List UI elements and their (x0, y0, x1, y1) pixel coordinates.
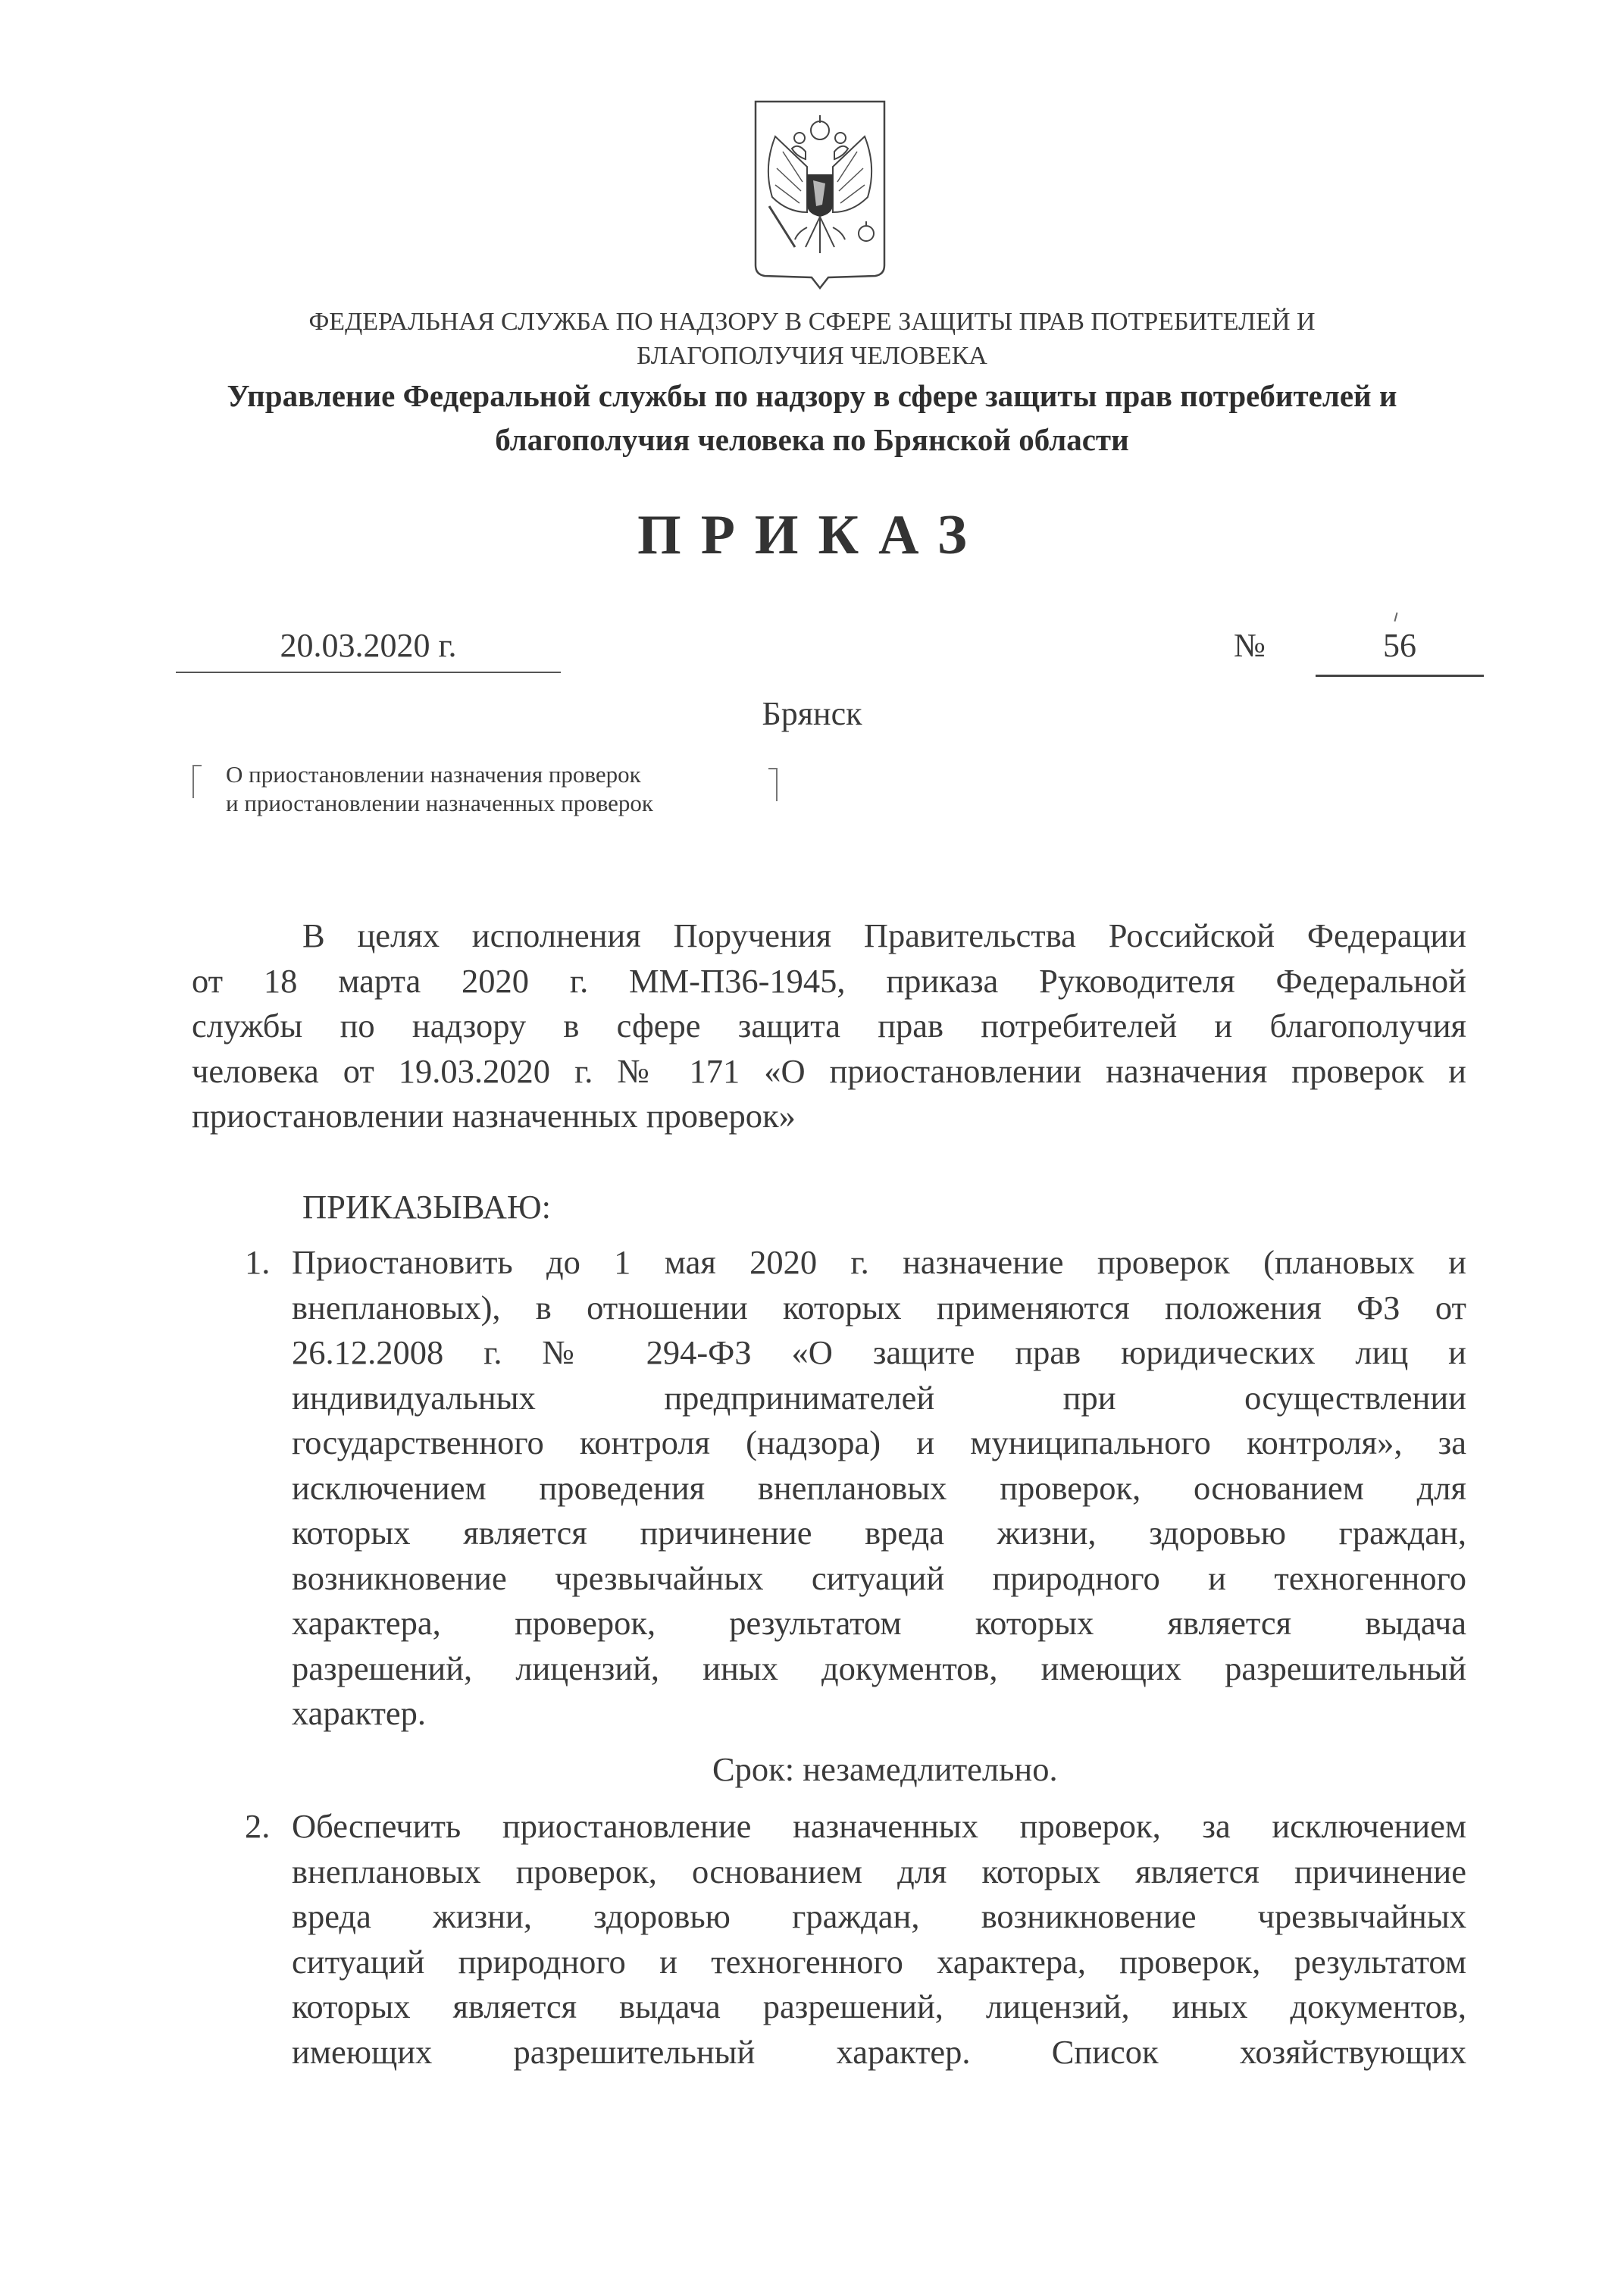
preamble-line: службы по надзору в сфере защита прав потребителей и благополучия (192, 1007, 1466, 1045)
agency-line-1: ФЕДЕРАЛЬНАЯ СЛУЖБА ПО НАДЗОРУ В СФЕРЕ ЗАЩИТЫ ПРАВ ПОТРЕБИТЕЛЕЙ И (308, 308, 1316, 336)
subject-line-1: О приостановлении назначения проверок (226, 761, 641, 788)
item-line: внеплановых), в отношении которых применяются положения ФЗ от (292, 1288, 1466, 1326)
document-number (1234, 623, 1484, 676)
subject-bracket-left (192, 765, 202, 798)
number-sign: № (1234, 627, 1266, 664)
item-line: которых является причинение вреда жизни, здоровью граждан, (292, 1514, 1466, 1552)
item-line: 26.12.2008 г. № 294-ФЗ «О защите прав юридических лиц и (292, 1333, 1466, 1371)
double-headed-eagle-icon (753, 99, 887, 290)
item-line: характер. (292, 1694, 427, 1732)
department-name (152, 374, 1472, 462)
item-line: внеплановых проверок, основанием для которых является причинение (292, 1852, 1466, 1890)
number-underline (1316, 675, 1484, 677)
deadline: Срок: незамедлительно. (712, 1749, 1058, 1788)
item-line: индивидуальных предпринимателей при осуществлении (292, 1378, 1466, 1417)
agency-line-2: БЛАГОПОЛУЧИЯ ЧЕЛОВЕКА (637, 342, 987, 370)
subject-bracket-right (768, 768, 778, 801)
item-line: Приостановить до 1 мая 2020 г. назначение проверок (плановых и (292, 1243, 1466, 1281)
item-line: имеющих разрешительный характер. Список хозяйствующих (292, 2032, 1466, 2071)
preamble (192, 913, 1466, 1139)
preamble-line: от 18 марта 2020 г. ММ-П36-1945, приказа Руководителя Федеральной (192, 961, 1466, 1000)
document-title: ПРИКАЗ (637, 504, 987, 566)
item-line: Обеспечить приостановление назначенных проверок, за исключением (292, 1807, 1466, 1845)
order-word: ПРИКАЗЫВАЮ: (302, 1187, 551, 1226)
date-value: 20.03.2020 г. (280, 627, 457, 664)
item-number: 2. (245, 1807, 271, 1845)
preamble-line: В целях исполнения Поручения Правительства Российской Федерации (302, 916, 1466, 954)
pen-mark (1394, 612, 1397, 622)
coat-of-arms-emblem (753, 99, 887, 290)
item-line: ситуаций природного и техногенного характера, проверок, результатом (292, 1942, 1466, 1981)
item-line: возникновение чрезвычайных ситуаций природного и техногенного (292, 1558, 1466, 1597)
document-subject (192, 760, 784, 828)
item-line: разрешений, лицензий, иных документов, имеющих разрешительный (292, 1649, 1466, 1687)
item-line: исключением проведения внеплановых проверок, основанием для (292, 1468, 1466, 1507)
item-line: вреда жизни, здоровью граждан, возникновение чрезвычайных (292, 1897, 1466, 1935)
item-line: характера, проверок, результатом которых является выдача (292, 1604, 1466, 1642)
order-item-1 (192, 1240, 1466, 1737)
department-line-1: Управление Федеральной службы по надзору в сфере защиты прав потребителей и (227, 378, 1397, 413)
item-number: 1. (245, 1243, 271, 1281)
document-date (176, 623, 561, 676)
item-line: которых является выдача разрешений, лицензий, иных документов, (292, 1987, 1466, 2025)
item-line: государственного контроля (надзора) и муниципального контроля», за (292, 1424, 1466, 1461)
number-value: 56 (1383, 627, 1416, 664)
subject-line-2: и приостановлении назначенных проверок (226, 790, 653, 816)
department-line-2: благополучия человека по Брянской области (495, 422, 1129, 457)
agency-name (152, 305, 1472, 373)
date-underline (176, 672, 561, 673)
preamble-line: человека от 19.03.2020 г. № 171 «О приостановлении назначения проверок и (192, 1051, 1466, 1090)
document-city: Брянск (762, 695, 862, 732)
document-body (192, 913, 1466, 2075)
order-item-2 (192, 1804, 1466, 2075)
preamble-line: приостановлении назначенных проверок» (192, 1097, 796, 1135)
